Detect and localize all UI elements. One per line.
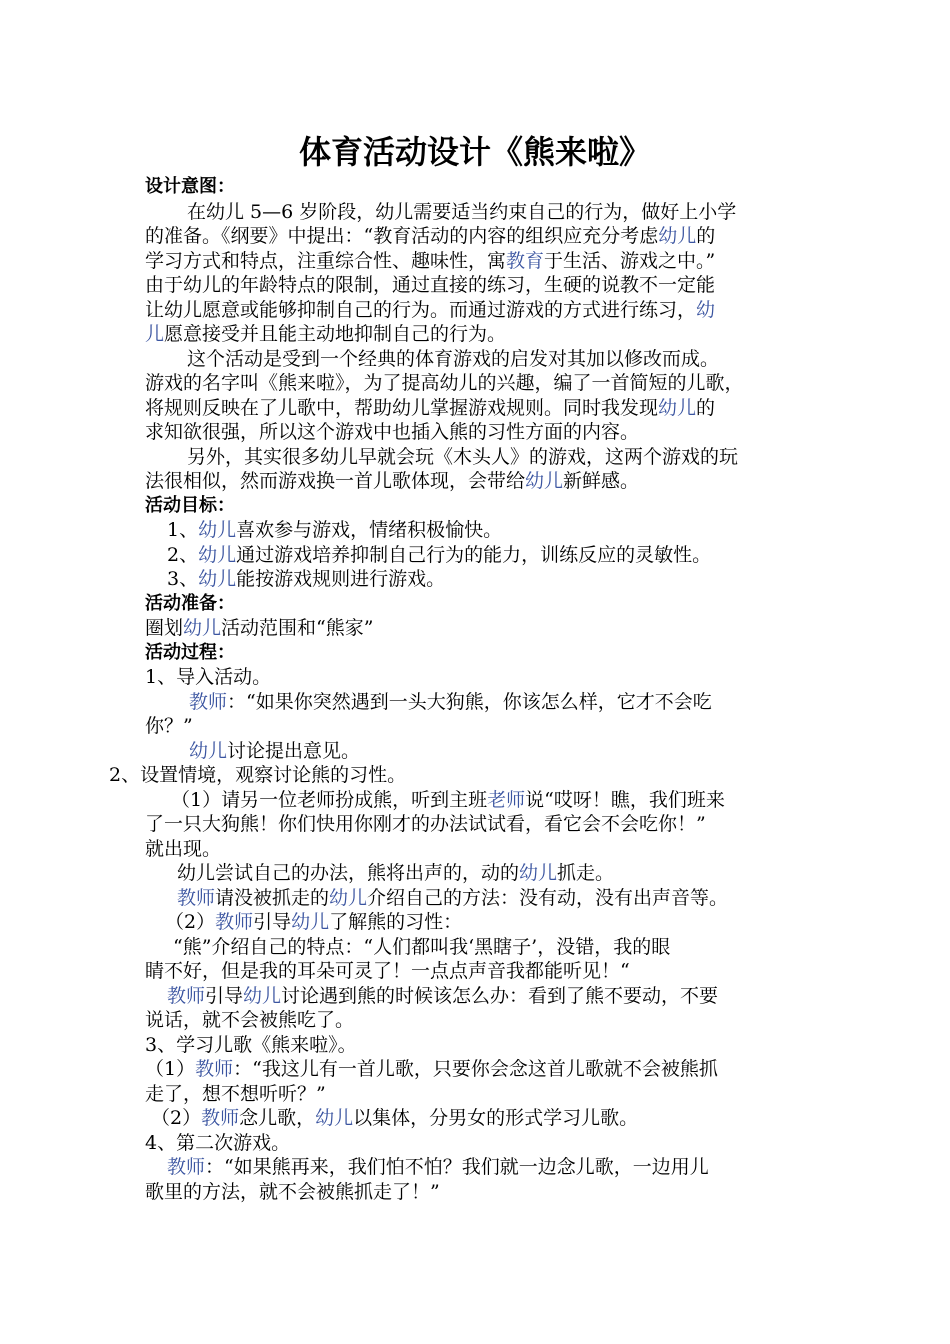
text-span: 引导 — [253, 911, 292, 933]
text-span: 让幼儿愿意或能够抑制自己的行为。而通过游戏的方式进行练习， — [145, 298, 697, 321]
keyword-link[interactable]: 教师 — [195, 1058, 234, 1080]
text-span: 了一只大狗熊！你们快用你刚才的办法试试看，看它会不会吃你！” — [145, 813, 706, 835]
text-span: （2） — [165, 911, 216, 933]
text-line — [145, 347, 815, 372]
text-span: 将规则反映在了儿歌中，帮助幼儿掌握游戏规则。同时我发现 — [145, 396, 659, 419]
text-span: 愿意接受并且能主动地抑制自己的行为。 — [164, 323, 507, 345]
text-line — [145, 1057, 815, 1082]
text-span: 走了，想不想听听？” — [145, 1082, 326, 1105]
text-span: 4、第二次游戏。 — [145, 1131, 291, 1154]
text-span: 引导 — [205, 984, 244, 1007]
text-line — [145, 298, 815, 323]
text-line — [145, 1155, 815, 1180]
keyword-link[interactable]: 教师 — [201, 1107, 240, 1129]
text-line — [145, 543, 815, 568]
keyword-link[interactable]: 教育 — [506, 249, 545, 272]
text-span: （1） — [145, 1058, 196, 1080]
text-line — [145, 420, 815, 445]
text-span: 2、设置情境，观察讨论熊的习性。 — [109, 764, 407, 786]
text-line — [145, 567, 815, 592]
text-span: 法很相似，然而游戏换一首儿歌体现，会带给 — [145, 470, 526, 492]
text-span: 介绍自己的方法：没有动，没有出声音等。 — [367, 886, 729, 909]
text-span: 于生活、游戏之中。” — [544, 249, 716, 272]
text-span: 设计意图： — [145, 176, 235, 197]
text-line — [145, 861, 815, 886]
keyword-link[interactable]: 教师 — [167, 1156, 206, 1178]
text-span: 讨论提出意见。 — [227, 739, 361, 762]
text-span: 求知欲很强，所以这个游戏中也插入熊的习性方面的内容。 — [145, 421, 640, 443]
text-span: 活动范围和“熊家” — [221, 617, 374, 639]
keyword-link[interactable]: 教师 — [189, 690, 228, 713]
text-span: 说“哎呀！瞧，我们班来 — [525, 788, 725, 811]
text-span: ：“如果熊再来，我们怕不怕？我们就一边念儿歌，一边用儿 — [205, 1156, 709, 1178]
text-line — [145, 714, 815, 739]
keyword-link[interactable]: 老师 — [487, 788, 526, 811]
text-span: 的准备。《纲要》中提出：“教育活动的内容的组织应充分考虑 — [145, 225, 659, 247]
text-line — [145, 935, 815, 960]
text-line — [145, 396, 815, 421]
text-span: 1、 — [167, 519, 199, 541]
text-span: ：“我这儿有一首儿歌，只要你会念这首儿歌就不会被熊抓 — [233, 1058, 718, 1080]
text-span: “熊”介绍自己的特点：“人们都叫我‘黑瞎子’，没错，我的眼 — [173, 935, 671, 958]
document-body — [109, 175, 815, 1204]
text-span: 活动目标： — [145, 494, 235, 516]
text-line — [145, 322, 815, 347]
text-span: 这个活动是受到一个经典的体育游戏的启发对其加以修改而成。 — [187, 347, 720, 370]
text-line — [145, 224, 815, 249]
text-line — [145, 788, 815, 813]
text-span: 的 — [696, 396, 716, 419]
text-line — [145, 1180, 815, 1205]
section-heading — [145, 494, 815, 519]
text-line — [145, 739, 815, 764]
text-line — [145, 1131, 815, 1156]
text-span: 歌里的方法，就不会被熊抓走了！” — [145, 1180, 440, 1203]
keyword-link[interactable]: 教师 — [177, 886, 216, 909]
text-span: 念儿歌， — [239, 1107, 316, 1129]
section-heading — [145, 175, 815, 200]
text-span: 圈划 — [145, 617, 184, 639]
text-line — [145, 518, 815, 543]
text-span: 请没被抓走的 — [215, 886, 330, 909]
keyword-link[interactable]: 幼儿 — [291, 911, 330, 933]
text-line — [145, 1082, 815, 1107]
keyword-link[interactable]: 幼儿 — [329, 886, 368, 909]
text-span: 3、学习儿歌《熊来啦》。 — [145, 1033, 357, 1056]
text-span: 另外，其实很多幼儿早就会玩《木头人》的游戏，这两个游戏的玩 — [187, 445, 739, 468]
text-span: 了解熊的习性： — [329, 911, 463, 933]
text-span: ：“如果你突然遇到一头大狗熊，你该怎么样，它才不会吃 — [227, 690, 712, 713]
text-line — [145, 616, 815, 641]
text-line — [145, 1033, 815, 1058]
keyword-link[interactable]: 幼儿 — [519, 862, 558, 884]
text-line — [145, 1008, 815, 1033]
section-heading — [145, 592, 815, 617]
keyword-link[interactable]: 儿 — [145, 323, 165, 345]
text-line — [145, 984, 815, 1009]
text-span: 说话，就不会被熊吃了。 — [145, 1009, 355, 1031]
text-line — [145, 886, 815, 911]
section-heading — [145, 641, 815, 666]
keyword-link[interactable]: 幼儿 — [183, 617, 222, 639]
text-span: 讨论遇到熊的时候该怎么办：看到了熊不要动，不要 — [281, 984, 719, 1007]
text-span: 新鲜感。 — [563, 470, 640, 492]
text-line — [145, 910, 815, 935]
text-span: 在幼儿 5—6 岁阶段，幼儿需要适当约束自己的行为，做好上小学 — [187, 200, 737, 223]
keyword-link[interactable]: 幼儿 — [658, 396, 697, 419]
text-span: 睛不好，但是我的耳朵可灵了！一点点声音我都能听见！“ — [145, 960, 630, 982]
text-line — [145, 371, 815, 396]
keyword-link[interactable]: 幼儿 — [198, 543, 237, 566]
text-span: 能按游戏规则进行游戏。 — [236, 568, 446, 590]
text-span: 通过游戏培养抑制自己行为的能力，训练反应的灵敏性。 — [236, 543, 712, 566]
text-line — [145, 812, 815, 837]
keyword-link[interactable]: 幼儿 — [189, 739, 228, 762]
keyword-link[interactable]: 幼儿 — [243, 984, 282, 1007]
keyword-link[interactable]: 幼 — [696, 298, 716, 321]
text-line — [145, 837, 815, 862]
keyword-link[interactable]: 幼儿 — [525, 470, 564, 492]
text-span: 由于幼儿的年龄特点的限制，通过直接的练习，生硬的说教不一定能 — [145, 274, 716, 296]
keyword-link[interactable]: 教师 — [215, 911, 254, 933]
text-span: 游戏的名字叫《熊来啦》，为了提高幼儿的兴趣，编了一首简短的儿歌， — [145, 372, 744, 394]
keyword-link[interactable]: 幼儿 — [198, 568, 237, 590]
text-line — [145, 273, 815, 298]
text-line — [145, 959, 815, 984]
text-line — [145, 1106, 815, 1131]
text-line — [145, 249, 815, 274]
text-span: 以集体，分男女的形式学习儿歌。 — [353, 1107, 639, 1129]
keyword-link[interactable]: 幼儿 — [315, 1107, 354, 1129]
text-span: 就出现。 — [145, 837, 222, 860]
text-span: 活动准备： — [145, 592, 235, 614]
text-span: 活动过程： — [145, 641, 235, 663]
text-line — [145, 690, 815, 715]
text-line — [145, 469, 815, 494]
text-span: 2、 — [167, 543, 199, 566]
text-span: 的 — [696, 225, 716, 247]
keyword-link[interactable]: 教师 — [167, 984, 206, 1007]
text-span: （1）请另一位老师扮成熊，听到主班 — [171, 788, 488, 811]
text-span: 学习方式和特点，注重综合性、趣味性，寓 — [145, 249, 507, 272]
text-span: 幼儿尝试自己的办法，熊将出声的，动的 — [177, 862, 520, 884]
text-span: 喜欢参与游戏，情绪积极愉快。 — [236, 519, 503, 541]
text-line — [109, 763, 815, 788]
text-span: 1、导入活动。 — [145, 666, 272, 688]
page-title: 体育活动设计《熊来啦》 — [298, 133, 651, 171]
text-line — [145, 200, 815, 225]
text-line — [145, 445, 815, 470]
keyword-link[interactable]: 幼儿 — [658, 225, 697, 247]
text-span: 3、 — [167, 568, 199, 590]
text-span: （2） — [151, 1107, 202, 1129]
text-line — [145, 665, 815, 690]
text-span: 抓走。 — [557, 862, 615, 884]
keyword-link[interactable]: 幼儿 — [198, 519, 237, 541]
text-span: 你？” — [145, 715, 193, 737]
